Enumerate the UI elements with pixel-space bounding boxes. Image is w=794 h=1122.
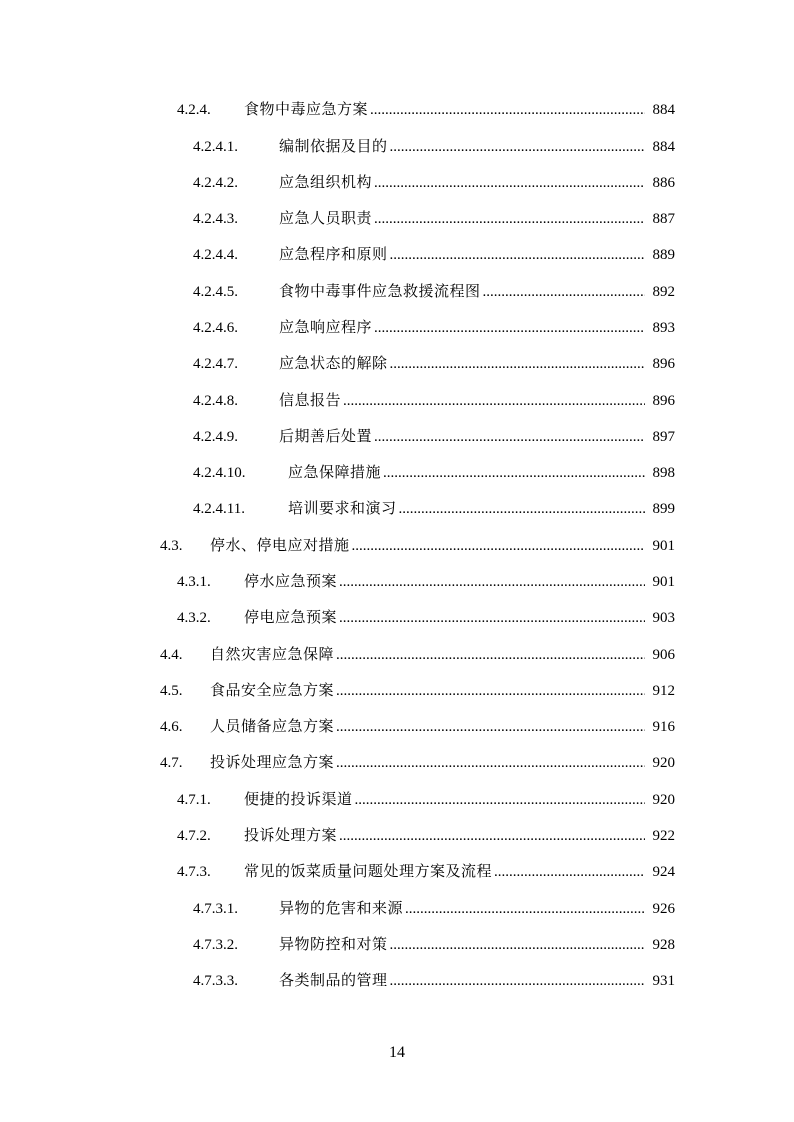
toc-entry[interactable] xyxy=(177,823,675,847)
toc-leader-dots xyxy=(390,352,645,376)
toc-leader-dots xyxy=(390,969,645,993)
toc-entry-title: 应急程序和原则 xyxy=(279,245,388,263)
toc-leader-dots xyxy=(355,788,645,812)
toc-entry[interactable] xyxy=(193,424,675,448)
toc-entry-number: 4.2.4.8. xyxy=(193,393,238,409)
toc-leader-dots xyxy=(383,461,645,485)
toc-entry[interactable] xyxy=(193,968,675,992)
toc-entry-title: 应急组织机构 xyxy=(279,173,373,191)
toc-entry-number: 4.7.2. xyxy=(177,828,211,844)
toc-entry-number: 4.7.3.1. xyxy=(193,901,238,917)
toc-entry-title: 投诉处理应急方案 xyxy=(210,753,335,771)
toc-entry-number: 4.4. xyxy=(160,647,183,663)
toc-leader-dots xyxy=(336,715,645,739)
toc-entry-title: 编制依据及目的 xyxy=(279,137,388,155)
toc-entry-page: 898 xyxy=(652,465,675,481)
toc-entry-page: 889 xyxy=(652,247,675,263)
toc-entry-number: 4.7.3. xyxy=(177,864,211,880)
toc-entry[interactable] xyxy=(193,134,675,158)
toc-entry[interactable] xyxy=(193,315,675,339)
toc-entry-page: 884 xyxy=(652,102,675,118)
toc-entry[interactable] xyxy=(193,242,675,266)
toc-entry-title: 信息报告 xyxy=(279,391,342,409)
toc-entry-number: 4.2.4.4. xyxy=(193,247,238,263)
toc-entry-page: 906 xyxy=(652,647,675,663)
toc-entry-title: 应急响应程序 xyxy=(279,318,373,336)
toc-entry[interactable] xyxy=(193,170,675,194)
toc-entry[interactable] xyxy=(193,388,675,412)
toc-entry-title: 异物防控和对策 xyxy=(279,935,388,953)
toc-entry[interactable] xyxy=(160,533,675,557)
toc-entry[interactable] xyxy=(177,605,675,629)
toc-entry-number: 4.2.4.9. xyxy=(193,429,238,445)
toc-entry-number: 4.7.1. xyxy=(177,792,211,808)
toc-entry-title: 应急保障措施 xyxy=(288,463,382,481)
toc-entry-title: 便捷的投诉渠道 xyxy=(244,790,353,808)
toc-entry-page: 893 xyxy=(652,320,675,336)
toc-entry[interactable] xyxy=(160,678,675,702)
toc-entry-title: 停水应急预案 xyxy=(244,572,338,590)
toc-leader-dots xyxy=(336,679,645,703)
toc-entry-page: 920 xyxy=(652,755,675,771)
toc-entry[interactable] xyxy=(193,206,675,230)
toc-entry-number: 4.7.3.2. xyxy=(193,937,238,953)
toc-entry-number: 4.2.4.5. xyxy=(193,284,238,300)
toc-entry-page: 887 xyxy=(652,211,675,227)
toc-entry-page: 896 xyxy=(652,393,675,409)
toc-entry[interactable] xyxy=(160,642,675,666)
toc-entry[interactable] xyxy=(177,859,675,883)
toc-entry-title: 投诉处理方案 xyxy=(244,826,338,844)
toc-entry-page: 886 xyxy=(652,175,675,191)
toc-entry-title: 自然灾害应急保障 xyxy=(210,645,335,663)
toc-entry-title: 应急人员职责 xyxy=(279,209,373,227)
toc-entry-title: 各类制品的管理 xyxy=(279,971,388,989)
toc-leader-dots xyxy=(352,534,645,558)
toc-entry-title: 食物中毒应急方案 xyxy=(244,100,369,118)
toc-entry-page: 884 xyxy=(652,139,675,155)
toc-leader-dots xyxy=(336,643,645,667)
toc-entry-number: 4.2.4.1. xyxy=(193,139,238,155)
toc-entry-number: 4.2.4.3. xyxy=(193,211,238,227)
toc-leader-dots xyxy=(494,860,645,884)
toc-entry[interactable] xyxy=(193,460,675,484)
toc-entry-page: 897 xyxy=(652,429,675,445)
toc-entry[interactable] xyxy=(177,569,675,593)
toc-entry[interactable] xyxy=(193,496,675,520)
toc-leader-dots xyxy=(374,207,645,231)
toc-entry-number: 4.3.2. xyxy=(177,610,211,626)
toc-entry-title: 后期善后处置 xyxy=(279,427,373,445)
toc-entry-title: 停水、停电应对措施 xyxy=(210,536,350,554)
toc-entry[interactable] xyxy=(177,97,675,121)
toc-entry[interactable] xyxy=(193,351,675,375)
toc-entry-title: 应急状态的解除 xyxy=(279,354,388,372)
toc-entry-page: 922 xyxy=(652,828,675,844)
toc-entry-number: 4.3. xyxy=(160,538,183,554)
toc-entry[interactable] xyxy=(160,714,675,738)
toc-entry-title: 人员储备应急方案 xyxy=(210,717,335,735)
toc-entry-page: 920 xyxy=(652,792,675,808)
toc-entry[interactable] xyxy=(193,279,675,303)
toc-entry-page: 912 xyxy=(652,683,675,699)
toc-leader-dots xyxy=(390,135,645,159)
toc-entry-title: 培训要求和演习 xyxy=(288,499,397,517)
toc-entry-page: 903 xyxy=(652,610,675,626)
toc-entry[interactable] xyxy=(193,932,675,956)
toc-entry-title: 常见的饭菜质量问题处理方案及流程 xyxy=(244,862,493,880)
toc-entry-number: 4.2.4. xyxy=(177,102,211,118)
toc-leader-dots xyxy=(374,425,645,449)
toc-leader-dots xyxy=(339,824,645,848)
toc-entry-page: 931 xyxy=(652,973,675,989)
toc-entry-number: 4.2.4.6. xyxy=(193,320,238,336)
toc-leader-dots xyxy=(336,751,645,775)
toc-leader-dots xyxy=(405,897,645,921)
toc-entry-page: 926 xyxy=(652,901,675,917)
toc-entry-title: 食物中毒事件应急救援流程图 xyxy=(279,282,481,300)
page-number: 14 xyxy=(389,1044,405,1061)
toc-entry-title: 停电应急预案 xyxy=(244,608,338,626)
toc-leader-dots xyxy=(399,497,645,521)
toc-leader-dots xyxy=(374,316,645,340)
toc-entry-title: 异物的危害和来源 xyxy=(279,899,404,917)
toc-entry-page: 928 xyxy=(652,937,675,953)
toc-entry-number: 4.2.4.10. xyxy=(193,465,246,481)
toc-entry-page: 901 xyxy=(652,574,675,590)
toc-entry-number: 4.7. xyxy=(160,755,183,771)
toc-leader-dots xyxy=(343,389,645,413)
toc-leader-dots xyxy=(370,98,645,122)
toc-entry-number: 4.3.1. xyxy=(177,574,211,590)
toc-entry-number: 4.7.3.3. xyxy=(193,973,238,989)
toc-leader-dots xyxy=(483,280,645,304)
toc-entry-title: 食品安全应急方案 xyxy=(210,681,335,699)
toc-entry-page: 896 xyxy=(652,356,675,372)
toc-entry[interactable] xyxy=(160,750,675,774)
toc-leader-dots xyxy=(339,570,645,594)
toc-entry-page: 901 xyxy=(652,538,675,554)
toc-entry-page: 892 xyxy=(652,284,675,300)
toc-entry-number: 4.2.4.7. xyxy=(193,356,238,372)
toc-entry-page: 924 xyxy=(652,864,675,880)
toc-entry-number: 4.6. xyxy=(160,719,183,735)
toc-entry-page: 899 xyxy=(652,501,675,517)
toc-entry-page: 916 xyxy=(652,719,675,735)
toc-leader-dots xyxy=(390,933,645,957)
toc-entry[interactable] xyxy=(193,896,675,920)
toc-leader-dots xyxy=(374,171,645,195)
toc-entry-number: 4.2.4.2. xyxy=(193,175,238,191)
toc-entry-number: 4.2.4.11. xyxy=(193,501,245,517)
toc-entry-number: 4.5. xyxy=(160,683,183,699)
toc-leader-dots xyxy=(339,606,645,630)
toc-entry[interactable] xyxy=(177,787,675,811)
toc-leader-dots xyxy=(390,243,645,267)
